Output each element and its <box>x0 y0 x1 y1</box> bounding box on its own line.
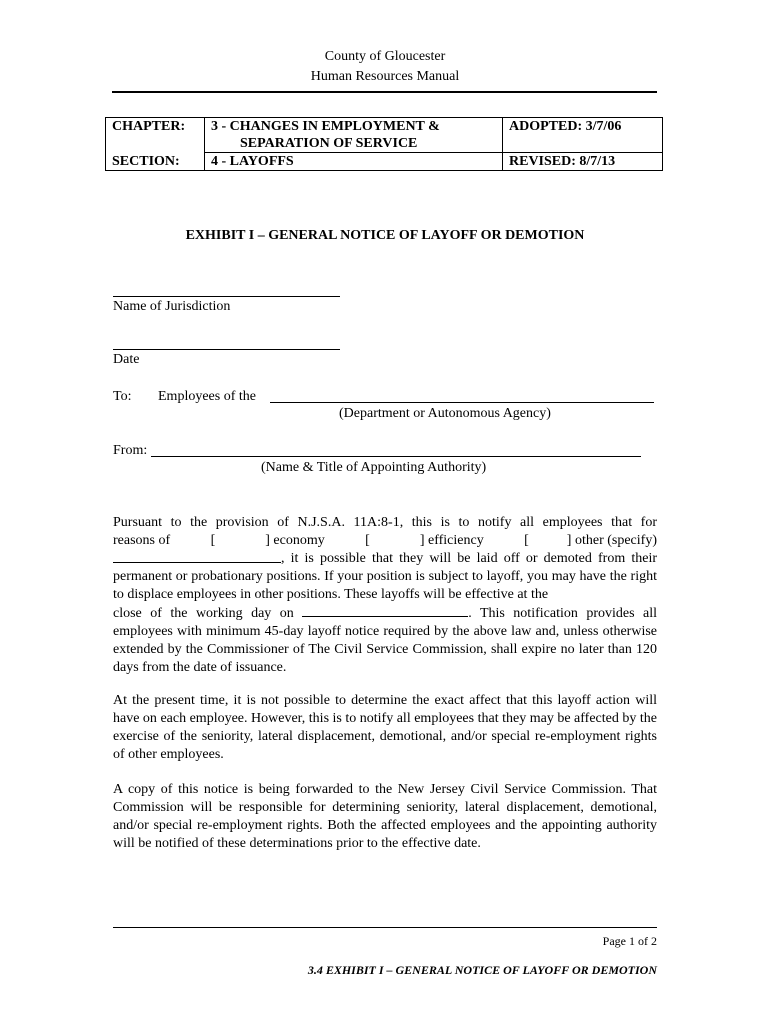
section-label: SECTION: <box>106 153 205 171</box>
effective-date-blank[interactable] <box>302 604 468 617</box>
exhibit-title: EXHIBIT I – GENERAL NOTICE OF LAYOFF OR DEMOTION <box>185 228 585 243</box>
chapter-value-line1: 3 - CHANGES IN EMPLOYMENT & <box>211 119 440 134</box>
p1-line2 <box>113 532 657 550</box>
chapter-value-line2: SEPARATION OF SERVICE <box>240 136 418 151</box>
p1-line1: Pursuant to the provision of N.J.S.A. 11A:8-1, this is to notify all employees that for <box>113 515 657 530</box>
header-divider <box>112 91 657 93</box>
date-label: Date <box>113 352 140 367</box>
header-org: County of Gloucester <box>324 49 446 64</box>
efficiency-checkbox[interactable]: [ ] efficiency <box>365 533 484 548</box>
from-label: From: <box>113 443 148 458</box>
date-line[interactable] <box>113 349 340 350</box>
other-checkbox[interactable]: [ ] other (specify) <box>524 533 657 548</box>
department-caption: (Department or Autonomous Agency) <box>339 406 551 421</box>
employees-of-label: Employees of the <box>158 389 256 404</box>
revised-date: REVISED: 8/7/13 <box>503 153 663 171</box>
jurisdiction-label: Name of Jurisdiction <box>113 299 231 314</box>
paragraph-effect: At the present time, it is not possible to determine the exact affect that this layoff action will have on each employee. However, this is to notify all employees that they may be affected by the exercise of the seniority, lateral displacement, demotional, and/or special re-employment rights of other employees. <box>113 693 657 762</box>
footer-divider <box>113 927 657 928</box>
adopted-date: ADOPTED: 3/7/06 <box>503 118 663 153</box>
footer-reference: 3.4 EXHIBIT I – GENERAL NOTICE OF LAYOFF OR DEMOTION <box>307 963 657 977</box>
chapter-label: CHAPTER: <box>106 118 205 153</box>
document-header <box>0 47 770 87</box>
p1-reasons-of: reasons of <box>113 533 171 548</box>
economy-checkbox[interactable]: [ ] economy <box>210 533 325 548</box>
chapter-value <box>205 118 503 153</box>
other-specify-blank[interactable] <box>113 550 281 563</box>
p1-line5: close of the working day on . This notification provides all employees with minimum 45-day layoff notice required by the above law and, unless otherwise extended by the Commissioner of The Civil Service Commission, shall expire no later than 120 days from the date of issuance. <box>113 606 657 675</box>
from-caption: (Name & Title of Appointing Authority) <box>261 460 487 475</box>
from-line[interactable] <box>151 456 641 457</box>
p1-line3: , it is possible that they will be laid off or demoted from their <box>113 550 657 568</box>
page-number: Page 1 of 2 <box>602 934 657 948</box>
to-label: To: <box>113 389 132 404</box>
paragraph-notice <box>113 514 657 677</box>
jurisdiction-line[interactable] <box>113 296 340 297</box>
header-manual: Human Resources Manual <box>310 69 460 84</box>
paragraph-commission: A copy of this notice is being forwarded to the New Jersey Civil Service Commission. That Commission will be responsible for determining seniority, lateral displacement, demotional, and/or special re-employment rights. Both the affected employees and the appointing authority will be notified of these determinations prior to the effective date. <box>113 782 657 851</box>
policy-meta-table <box>105 117 663 171</box>
p1-line4: permanent or probationary positions. If your position is subject to layoff, you may have the right to displace employees in other positions. These layoffs will be effective at the <box>113 569 657 602</box>
department-line[interactable] <box>270 402 654 403</box>
section-value: 4 - LAYOFFS <box>205 153 503 171</box>
